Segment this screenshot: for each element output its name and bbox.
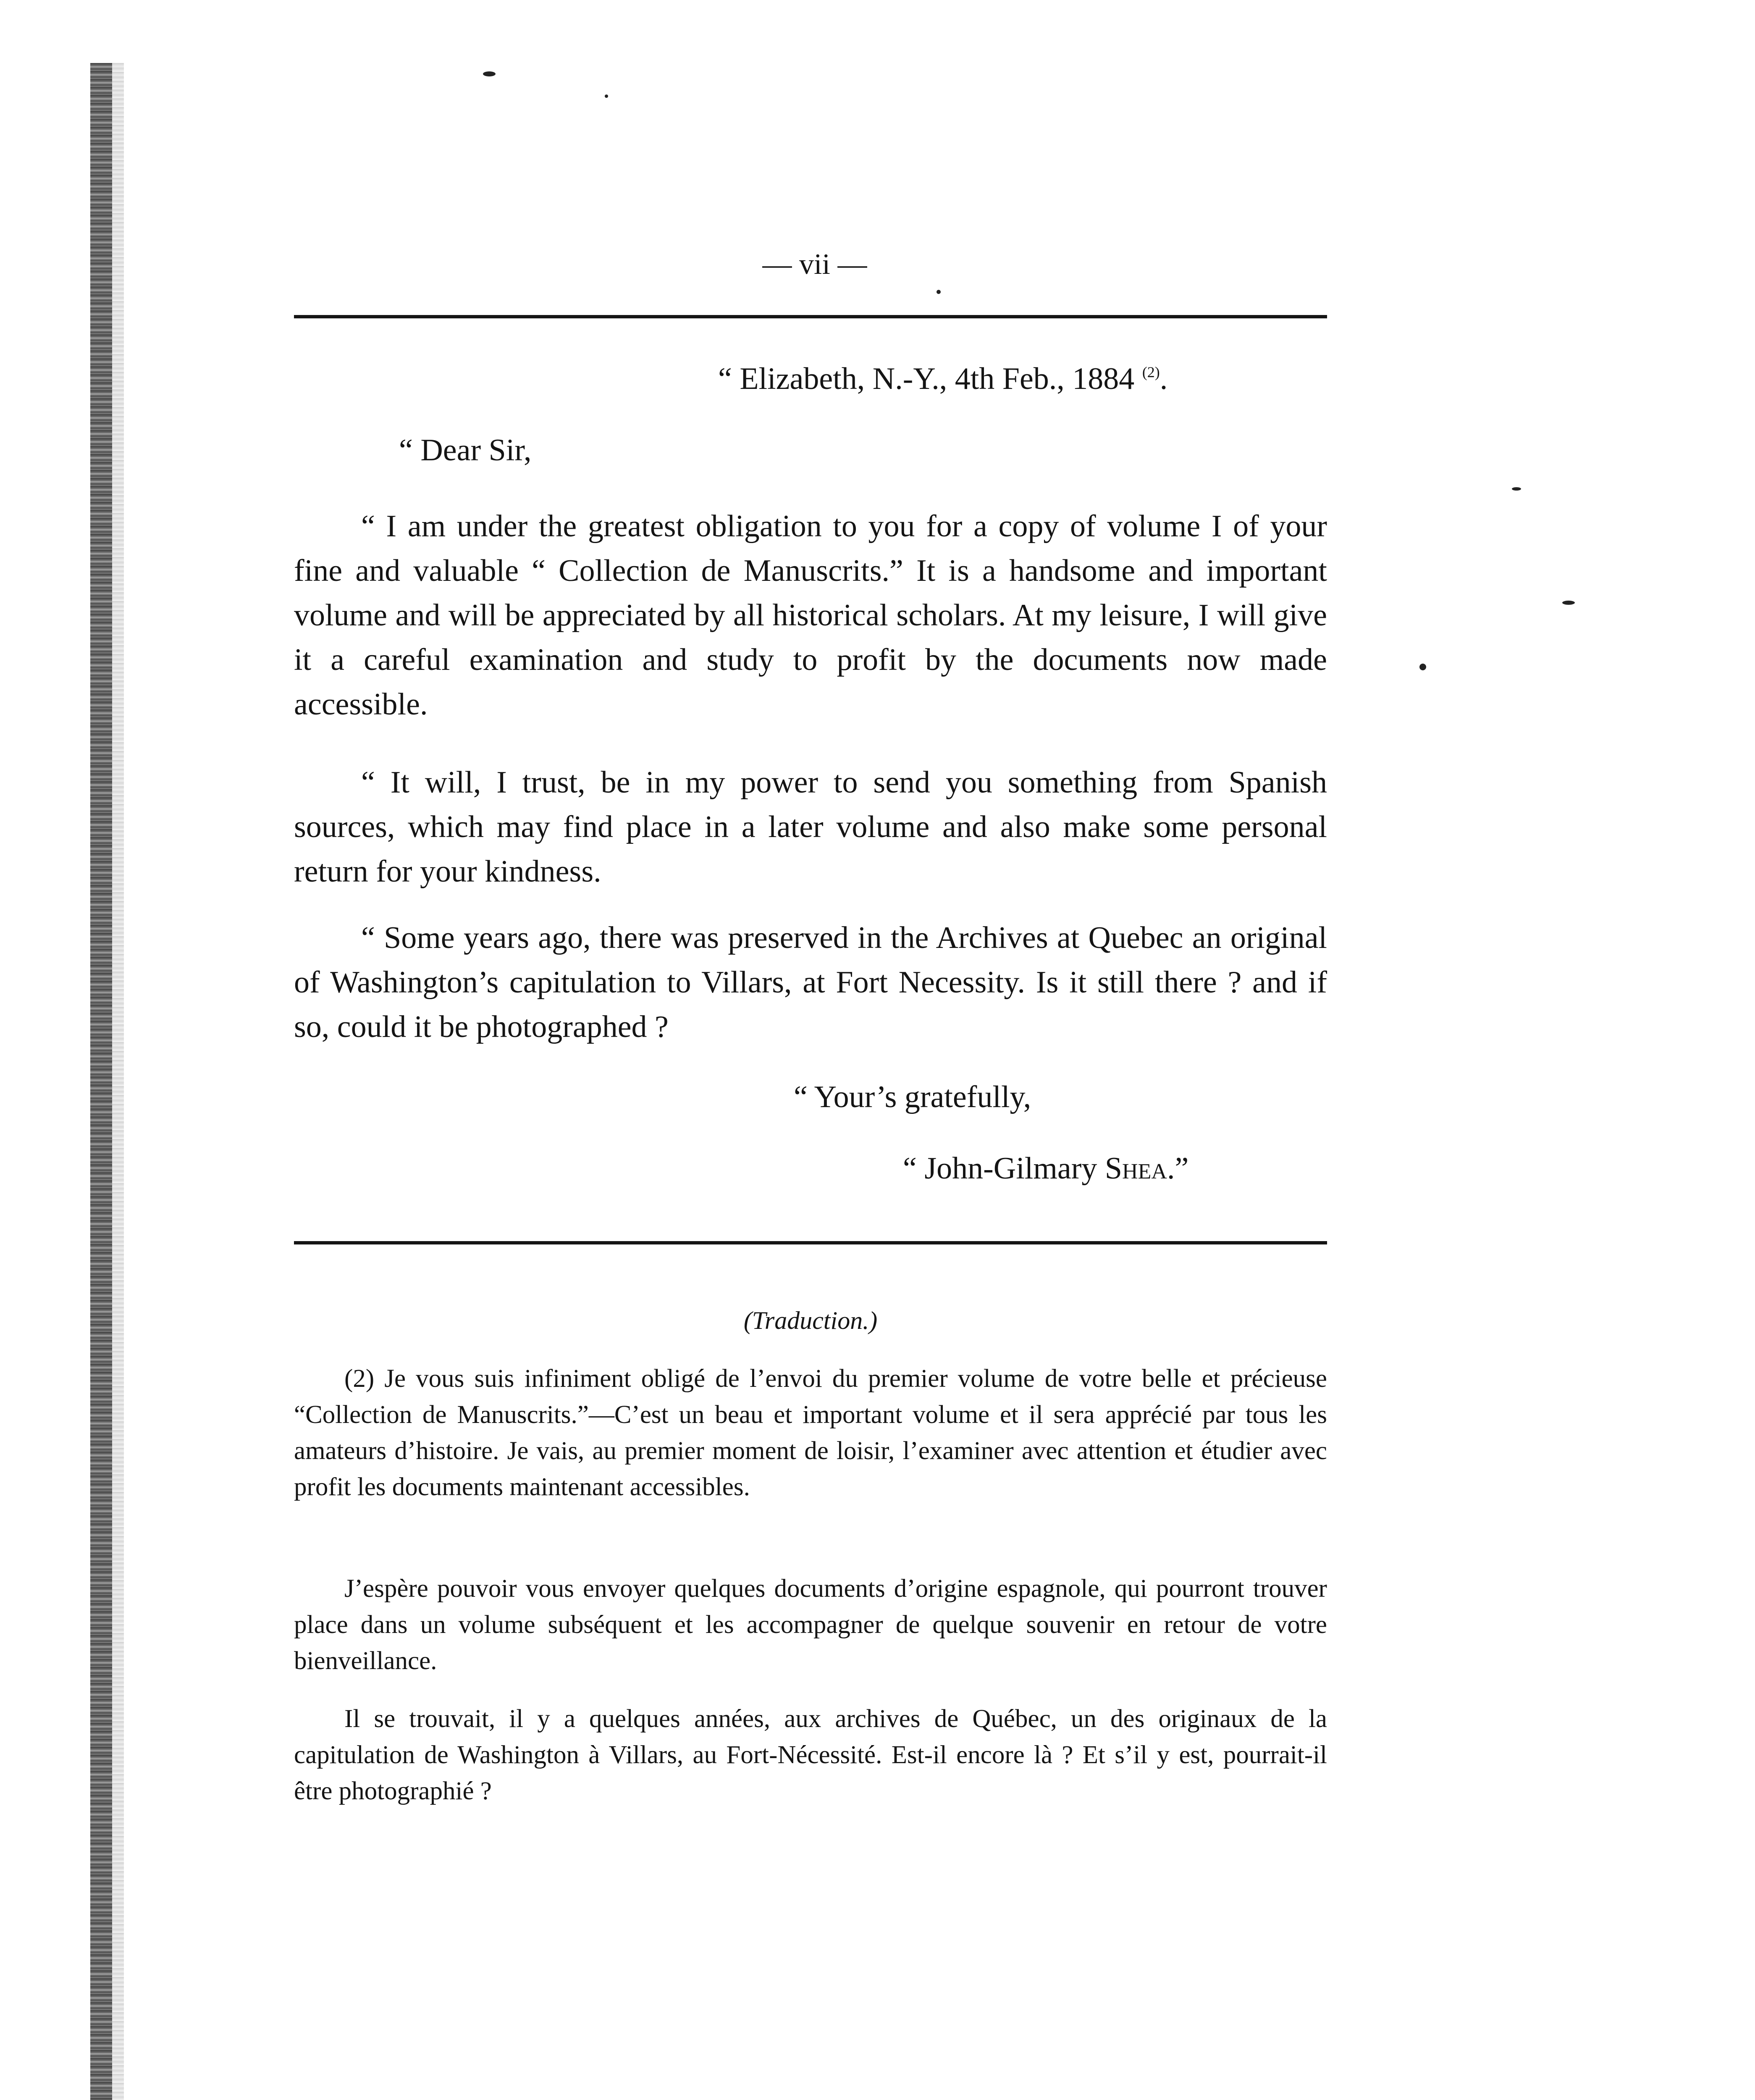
letter-signature xyxy=(903,1151,1188,1186)
dateline-text: “ Elizabeth, N.-Y., 4th Feb., 1884 xyxy=(718,362,1135,396)
letter-paragraph-text: “ It will, I trust, be in my power to send you something from Spanish sources, which may find place in a later volume and also make some personal return for your kindness. xyxy=(294,765,1327,889)
translation-paragraph-text: Il se trouvait, il y a quelques années, aux archives de Québec, un des originaux de la capitulation de Washington à Villars, au Fort-Nécessité. Est-il encore là ? Et s’il y est, pourrait-il être photographié ? xyxy=(294,1705,1327,1805)
letter-paragraph xyxy=(294,760,1327,894)
translation-paragraph-text: J’espère pouvoir vous envoyer quelques documents d’origine espagnole, qui pourront trouver place dans un volume subséquent et les accompagner de quelque souvenir en retour de votre bienveillance. xyxy=(294,1575,1327,1675)
letter-paragraph xyxy=(294,504,1327,727)
speck xyxy=(483,71,496,76)
translation-paragraph-text: (2) Je vous suis infiniment obligé de l’envoi du premier volume de votre belle et précieuse “Collection de Manuscrits.”—C’est un beau et important volume et il sera apprécié par tous les amateurs d’histoire. Je vais, au premier moment de loisir, l’examiner avec attention et étudier avec profit les documents maintenant accessibles. xyxy=(294,1365,1327,1501)
translation-paragraph xyxy=(294,1701,1327,1809)
dateline-end: . xyxy=(1160,362,1168,396)
speck xyxy=(1512,487,1521,491)
speck xyxy=(1419,664,1426,670)
letter-dateline xyxy=(718,361,1167,397)
binding-edge xyxy=(90,63,112,2100)
letter-paragraph xyxy=(294,916,1327,1049)
page-number: — vii — xyxy=(762,248,867,281)
translation-paragraph xyxy=(294,1571,1327,1679)
signature-surname: Shea xyxy=(1104,1151,1167,1186)
translation-heading: (Traduction.) xyxy=(743,1307,878,1334)
header-rule xyxy=(294,315,1327,318)
footnote-marker: (2) xyxy=(1142,364,1160,381)
letter-salutation: “ Dear Sir, xyxy=(399,433,532,467)
speck xyxy=(937,290,941,294)
speck xyxy=(605,94,608,98)
binding-edge-shadow xyxy=(112,63,124,2100)
signature-end: .” xyxy=(1167,1151,1189,1186)
speck xyxy=(1562,601,1575,605)
signature-name: “ John-Gilmary xyxy=(903,1151,1105,1186)
letter-paragraph-text: “ I am under the greatest obligation to you for a copy of volume I of your fine and valuable “ Collection de Manuscrits.” It is a handsome and important volume and will be appreciated by all historical scholars. At my leisure, I will give it a careful examination and study to profit by the documents now made accessible. xyxy=(294,509,1327,722)
translation-paragraph xyxy=(294,1361,1327,1505)
letter-paragraph-text: “ Some years ago, there was preserved in the Archives at Quebec an original of Washington’s capitulation to Villars, at Fort Necessity. Is it still there ? and if so, could it be photographed ? xyxy=(294,921,1327,1044)
letter-closing: “ Your’s gratefully, xyxy=(794,1080,1031,1114)
footnote-rule xyxy=(294,1241,1327,1244)
